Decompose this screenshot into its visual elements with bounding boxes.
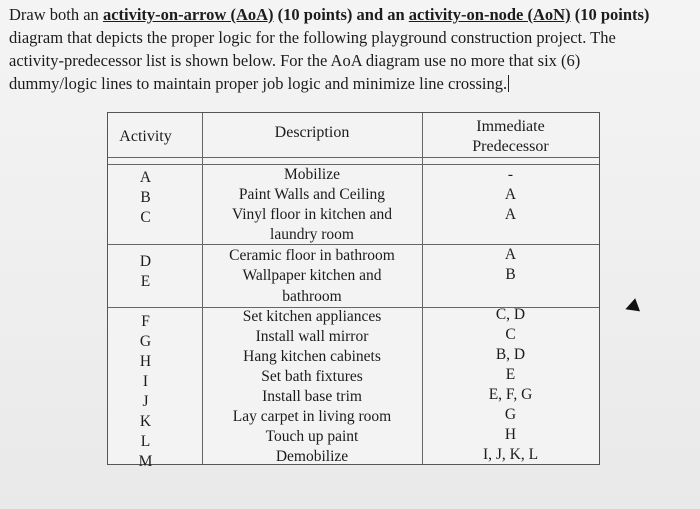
description-cell: Ceramic floor in bathroom — [229, 247, 395, 264]
predecessor-cell: I, J, K, L — [482, 446, 539, 463]
description-cell: Install wall mirror — [255, 328, 369, 345]
row-divider — [108, 157, 599, 158]
mouse-pointer-icon — [623, 298, 640, 316]
points-text: (10 points) and an — [273, 5, 409, 24]
header-predecessor-line1: Immediate — [476, 118, 545, 135]
description-cell: laundry room — [270, 226, 354, 243]
predecessor-cell: A — [504, 206, 517, 223]
activity-cell: J — [142, 393, 149, 410]
activity-cell: F — [141, 313, 150, 330]
points-text: (10 points) — [570, 5, 650, 24]
description-cell: Set kitchen appliances — [242, 308, 382, 325]
prompt-text: dummy/logic lines to maintain proper job logic and minimize line crossing. — [9, 74, 508, 93]
activity-cell: I — [142, 373, 149, 390]
description-cell: Touch up paint — [265, 428, 359, 445]
header-predecessor-line2: Predecessor — [472, 138, 549, 155]
activity-cell: E — [140, 273, 151, 290]
header-description: Description — [274, 124, 350, 141]
activity-cell: L — [140, 433, 151, 450]
description-cell: Hang kitchen cabinets — [243, 348, 381, 365]
description-cell: Lay carpet in living room — [232, 408, 392, 425]
prompt-line-3: activity-predecessor list is shown below. For the AoA diagram use no more that six (6) — [9, 51, 581, 70]
assignment-prompt — [9, 3, 699, 95]
activity-cell: M — [138, 453, 153, 470]
activity-cell: K — [139, 413, 152, 430]
text-cursor — [508, 75, 509, 92]
activity-cell: A — [139, 169, 152, 186]
aon-term: activity-on-node (AoN) — [408, 5, 571, 24]
description-cell: Set bath fixtures — [261, 368, 363, 385]
activity-cell: B — [140, 189, 151, 206]
description-cell: Paint Walls and Ceiling — [238, 186, 386, 203]
predecessor-cell: A — [504, 186, 517, 203]
predecessor-cell: G — [504, 406, 517, 423]
description-cell: Demobilize — [275, 448, 349, 465]
description-cell: Vinyl floor in kitchen and — [231, 206, 393, 223]
predecessor-cell: - — [507, 166, 514, 183]
predecessor-cell: B — [505, 266, 516, 283]
activity-cell: G — [139, 333, 152, 350]
predecessor-cell: C — [505, 326, 516, 343]
aoa-term: activity-on-arrow (AoA) — [102, 5, 274, 24]
predecessor-cell: E, F, G — [488, 386, 533, 403]
prompt-line-1 — [9, 3, 699, 26]
description-cell: Install base trim — [262, 388, 362, 405]
prompt-line-2: diagram that depicts the proper logic for the following playground construction project. The — [9, 28, 616, 47]
predecessor-cell: E — [505, 366, 516, 383]
predecessor-cell: B, D — [495, 346, 526, 363]
activity-cell: D — [139, 253, 152, 270]
activity-cell: H — [139, 353, 152, 370]
description-cell: Wallpaper kitchen and — [242, 267, 382, 284]
prompt-line-4 — [9, 72, 699, 95]
description-cell: bathroom — [282, 288, 342, 305]
predecessor-cell: C, D — [495, 306, 526, 323]
header-activity: Activity — [119, 128, 172, 145]
description-cell: Mobilize — [284, 166, 340, 183]
predecessor-cell: A — [504, 246, 517, 263]
activity-cell: C — [140, 209, 151, 226]
predecessor-cell: H — [504, 426, 517, 443]
prompt-text: Draw both an — [9, 5, 103, 24]
activity-table — [107, 112, 600, 470]
